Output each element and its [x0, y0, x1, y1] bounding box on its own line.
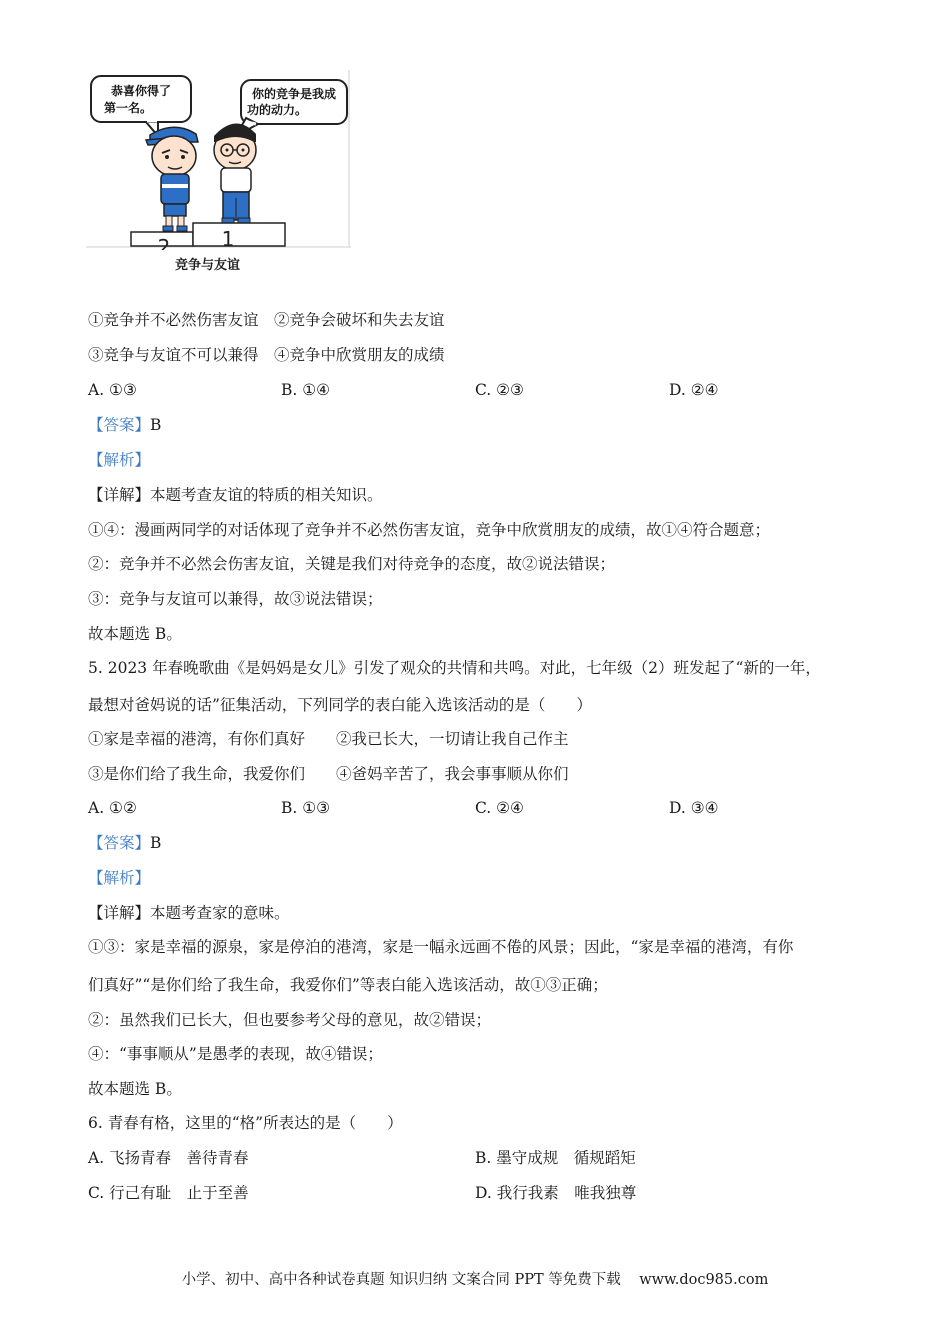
q4-option-b: B. ①④ — [281, 381, 331, 399]
q4-analysis-tag: 【解析】 — [88, 451, 151, 469]
q5-stem-1: 5. 2023 年春晚歌曲《是妈妈是女儿》引发了观众的共情和共鸣。对此，七年级（2）班发起了“新的一年， — [88, 659, 821, 677]
page-footer — [0, 1270, 950, 1290]
q6-option-a: A. 飞扬青春 善待青春 — [88, 1149, 249, 1167]
bubble-left-line1: 恭喜你得了 — [110, 84, 172, 98]
q5-analysis-tag: 【解析】 — [88, 869, 151, 887]
q5-statement-2: ③是你们给了我生命，我爱你们 ④爸妈辛苦了，我会事事顺从你们 — [88, 765, 569, 783]
q4-option-a: A. ①③ — [88, 381, 137, 399]
q5-explanation-3: ②：虽然我们已长大，但也要参考父母的意见，故②错误； — [88, 1011, 492, 1029]
bubble-right-line1: 你的竞争是我成 — [251, 87, 337, 101]
q4-answer — [88, 415, 161, 435]
cartoon-illustration — [86, 70, 351, 250]
q4-detail: 【详解】本题考查友谊的特质的相关知识。 — [88, 486, 383, 504]
footer-text: 小学、初中、高中各种试卷真题 知识归纳 文案合同 PPT 等免费下载 — [181, 1272, 621, 1288]
q5-option-a: A. ①② — [88, 799, 137, 817]
cartoon-figure — [86, 70, 351, 250]
footer-url[interactable]: www.doc985.com — [639, 1272, 769, 1288]
q4-statement-2: ③竞争与友谊不可以兼得 ④竞争中欣赏朋友的成绩 — [88, 346, 445, 364]
boy-with-cap-icon — [146, 127, 198, 231]
q4-statement-1: ①竞争并不必然伤害友谊 ②竞争会破坏和失去友谊 — [88, 311, 445, 329]
q5-explanation-2: 们真好”“是你们给了我生命，我爱你们”等表白能入选该活动，故①③正确； — [88, 976, 608, 994]
q4-explanation-1: ①④：漫画两同学的对话体现了竞争并不必然伤害友谊，竞争中欣赏朋友的成绩，故①④符合题意； — [88, 521, 771, 539]
podium-first-number: 1 — [221, 227, 235, 250]
bubble-left-line2: 第一名。 — [103, 101, 153, 115]
q5-option-c: C. ②④ — [475, 799, 524, 817]
figure-caption: 竞争与友谊 — [175, 258, 241, 273]
q5-option-b: B. ①③ — [281, 799, 331, 817]
q5-option-d: D. ③④ — [669, 799, 719, 817]
q6-option-c: C. 行己有耻 止于至善 — [88, 1184, 249, 1202]
podium-second-number: 2 — [157, 235, 171, 250]
q6-stem: 6. 青春有格，这里的“格”所表达的是（ ） — [88, 1114, 403, 1132]
q4-conclusion: 故本题选 B。 — [88, 625, 182, 643]
q4-explanation-3: ③：竞争与友谊可以兼得，故③说法错误； — [88, 590, 383, 608]
bubble-right-line2: 功的动力。 — [246, 103, 308, 117]
q5-answer-tag: 【答案】 — [88, 834, 151, 852]
q4-answer-value: B — [150, 416, 162, 434]
q6-option-d: D. 我行我素 唯我独尊 — [475, 1184, 637, 1202]
boy-with-glasses-icon — [214, 123, 256, 223]
q4-answer-tag: 【答案】 — [88, 416, 151, 434]
q5-explanation-1: ①③：家是幸福的源泉，家是停泊的港湾，家是一幅永远画不倦的风景；因此，“家是幸福的港湾，有你 — [88, 938, 794, 956]
q5-explanation-4: ④：“事事顺从”是愚孝的表现，故④错误； — [88, 1045, 383, 1063]
q5-answer-value: B — [150, 834, 162, 852]
q5-detail: 【详解】本题考查家的意味。 — [88, 904, 290, 922]
q5-conclusion: 故本题选 B。 — [88, 1080, 182, 1098]
q6-option-b: B. 墨守成规 循规蹈矩 — [475, 1149, 636, 1167]
q4-option-c: C. ②③ — [475, 381, 524, 399]
q4-explanation-2: ②：竞争并不必然会伤害友谊，关键是我们对待竞争的态度，故②说法错误； — [88, 555, 616, 573]
q5-answer — [88, 833, 161, 853]
podium-first — [193, 223, 285, 246]
q4-option-d: D. ②④ — [669, 381, 719, 399]
q5-statement-1: ①家是幸福的港湾，有你们真好 ②我已长大，一切请让我自己作主 — [88, 730, 569, 748]
q5-stem-2: 最想对爸妈说的话”征集活动，下列同学的表白能入选该活动的是（ ） — [88, 696, 592, 714]
